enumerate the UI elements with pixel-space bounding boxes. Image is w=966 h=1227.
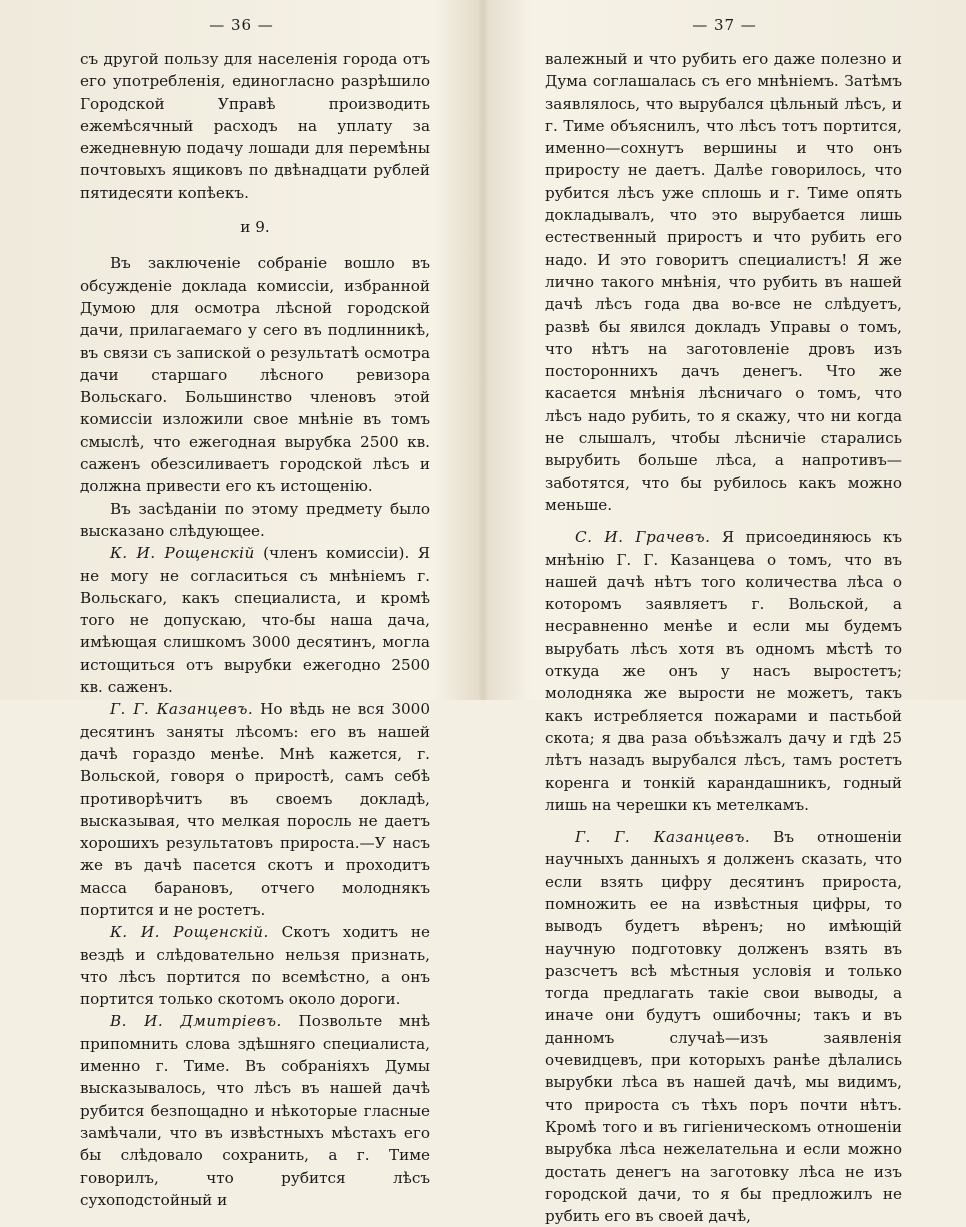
paragraph: Въ засѣданіи по этому предмету было высказано слѣдующее. [80, 499, 430, 540]
speaker-name: К. И. Рощенскій [110, 544, 255, 563]
speech-text: Позвольте мнѣ припомнить слова здѣшняго специалиста, именно г. Тиме. Въ собраніяхъ Думы высказывалось, что лѣсъ въ нашей дачѣ рубится безпощадно и нѣкоторые гласные замѣчали, что въ извѣстныхъ мѣстахъ его бы слѣдовало сохранить, а г. Тиме говорилъ, что рубится лѣсъ сухоподстойный и [80, 1012, 430, 1209]
page-text [80, 48, 430, 1211]
speech-paragraph [545, 526, 902, 816]
speech-paragraph [80, 1010, 430, 1211]
speech-paragraph [80, 542, 430, 698]
speaker-name: Г. Г. Казанцевъ. [575, 828, 751, 847]
speaker-name: В. И. Дмитріевъ. [110, 1012, 282, 1031]
speech-text: Я присоединяюсь къ мнѣнію Г. Г. Казанцева о томъ, что въ нашей дачѣ нѣтъ того количества лѣса о которомъ заявляетъ г. Вольской, а несравненно менѣе и если мы будемъ вырубать лѣсъ хотя въ одномъ мѣстѣ то откуда же онъ у насъ выростетъ; молодняка же вырости не можетъ, такъ какъ истребляется пожарами и пастьбой скота; я два раза объѣзжалъ дачу и гдѣ 25 лѣтъ назадъ вырубался лѣсъ, тамъ ростетъ коренга и тонкій карандашникъ, годный лишь на черешки къ метелкамъ. [545, 528, 902, 814]
speaker-name: К. И. Рощенскій. [110, 923, 269, 942]
section-heading: и 9. [240, 218, 270, 237]
speaker-name: Г. Г. Казанцевъ. [110, 700, 254, 719]
paragraph: валежный и что рубить его даже полезно и Дума соглашалась съ его мнѣніемъ. Затѣмъ заявлялось, что вырубался цѣльный лѣсъ, и г. Тиме объяснилъ, что лѣсъ тотъ портится, именно—сохнутъ вершины и что онъ приросту не даетъ. Далѣе говорилось, что рубится лѣсъ уже сплошь и г. Тиме опять докладывалъ, что это вырубается лишь естественный приростъ и что рубить его надо. И это говоритъ специалистъ! Я же лично такого мнѣнія, что рубить въ нашей дачѣ лѣсъ года два во-все не слѣдуетъ, развѣ бы явился докладъ Управы о томъ, что нѣтъ на заготовленіе дровъ изъ постороннихъ дачъ денегъ. Что же касается мнѣнія лѣсничаго о томъ, что лѣсъ надо рубить, то я скажу, что ни когда не слышалъ, чтобы лѣсничіе старались вырубить больше лѣса, а напротивъ—заботятся, что бы рубилось какъ можно меньше. [545, 50, 902, 514]
paragraph: съ другой пользу для населенія города отъ его употребленія, единогласно разрѣшило Городской Управѣ производить ежемѣсячный расходъ на уплату за ежедневную подачу лошади для перемѣны почтовыхъ ящиковъ по двѣнадцати рублей пятидесяти копѣекъ. [80, 50, 430, 202]
speech-paragraph [80, 921, 430, 1010]
paragraph: Въ заключеніе собраніе вошло въ обсужденіе доклада комиссіи, избранной Думою для осмотра лѣсной городской дачи, прилагаемаго у сего въ подлинникѣ, въ связи съ запиской о результатѣ осмотра дачи старшаго лѣсного ревизора Вольскаго. Большинство членовъ этой комиссіи изложили свое мнѣніе въ томъ смыслѣ, что ежегодная вырубка 2500 кв. саженъ обезсиливаетъ городской лѣсъ и должна привести его къ истощенію. [80, 254, 430, 496]
page-number: — 37 — [692, 16, 757, 34]
page-text [545, 48, 902, 1227]
right-page [483, 0, 966, 1226]
speech-text: (членъ комиссіи). Я не могу не согласиться съ мнѣніемъ г. Вольскаго, какъ специалиста, и кромѣ того не допускаю, что-бы наша дача, имѣющая слишкомъ 3000 десятинъ, могла истощиться отъ вырубки ежегодно 2500 кв. саженъ. [80, 544, 430, 697]
speech-text: Но вѣдь не вся 3000 десятинъ заняты лѣсомъ: его въ нашей дачѣ гораздо менѣе. Мнѣ кажется, г. Вольской, говоря о приростѣ, самъ себѣ противорѣчитъ въ своемъ докладѣ, высказывая, что мелкая поросль не даетъ хорошихъ результатовъ прироста.—У насъ же въ дачѣ пасется скотъ и проходитъ масса барановъ, отчего молоднякъ портится и не ростетъ. [80, 700, 430, 919]
speech-text: Въ отношеніи научныхъ данныхъ я долженъ сказать, что если взять цифру десятинъ прироста, помножить ее на извѣстныя цифры, то выводъ будетъ вѣренъ; но имѣющій научную подготовку долженъ взять въ разсчетъ всѣ мѣстныя условія и только тогда предлагать такіе свои выводы, а иначе они будутъ ошибочны; такъ и въ данномъ случаѣ—изъ заявленія очевидцевъ, при которыхъ ранѣе дѣлались вырубки лѣса въ нашей дачѣ, мы видимъ, что прироста съ тѣхъ поръ почти нѣтъ. Кромѣ того и въ гигіеническомъ отношеніи вырубка лѣса нежелательна и если можно достать денегъ на заготовку лѣса не изъ городской дачи, то я бы предложилъ не рубить его въ своей дачѣ, [545, 828, 902, 1226]
left-page [0, 0, 483, 1209]
speech-paragraph [545, 826, 902, 1227]
page-number: — 36 — [209, 16, 274, 34]
speaker-name: С. И. Грачевъ. [575, 528, 711, 547]
speech-paragraph [80, 698, 430, 921]
speech-text: Скотъ ходитъ не вездѣ и слѣдовательно нельзя признать, что лѣсъ портится по всемѣстно, а онъ портится только скотомъ около дороги. [80, 923, 430, 1009]
